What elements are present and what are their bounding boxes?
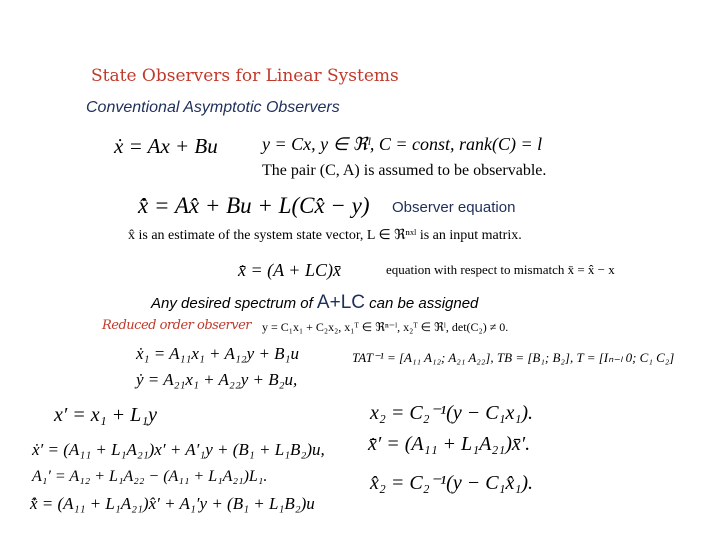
transformation-equation: TAT⁻¹ = [A₁₁ A₁₂; A₂₁ A₂₂], TB = [B₁; B₂], T = [Iₙ₋ₗ 0; C₁ C₂] <box>352 350 675 365</box>
spectrum-statement <box>151 292 478 314</box>
mismatch-note: equation with respect to mismatch x̄ = x̂ − x <box>386 262 615 277</box>
observer-equation-label: Observer equation <box>392 199 516 216</box>
reduced-order-label: Reduced order observer <box>102 318 251 333</box>
xprime-definition-equation: x′ = x₁ + L₁y <box>54 404 158 426</box>
xbar-prime-equation: x̄̇′ = (A₁₁ + L₁A₂₁)x̄′. <box>368 433 531 455</box>
xhat-dynamics-equation: x̂̇ = (A₁₁ + L₁A₂₁)x̂′ + A₁′y + (B₁ + L₁B₂)u <box>30 494 315 513</box>
slide-title: State Observers for Linear Systems <box>91 66 399 86</box>
reduced-output-equation: y = C₁x₁ + C₂x₂, x₁ᵀ ∈ ℜⁿ⁻ˡ, x₂ᵀ ∈ ℜˡ, det(C₂) ≠ 0. <box>262 320 509 334</box>
x2-estimate-equation: x̂₂ = C₂⁻¹(y − C₁x̂₁). <box>370 472 533 494</box>
estimate-note: x̂ is an estimate of the system state vector, L ∈ ℜⁿˣˡ is an input matrix. <box>128 228 522 243</box>
xprime-dynamics-equation: ẋ′ = (A₁₁ + L₁A₂₁)x′ + A′₁y + (B₁ + L₁B₂)u, <box>32 440 325 459</box>
mismatch-equation: x̄̇ = (A + LC)x̄ <box>238 260 341 280</box>
x2-equation: x₂ = C₂⁻¹(y − C₁x₁). <box>370 402 533 424</box>
slide-subtitle: Conventional Asymptotic Observers <box>86 99 340 116</box>
observable-note: The pair (C, A) is assumed to be observable. <box>262 162 547 179</box>
a1-prime-equation: A₁′ = A₁₂ + L₁A₂₂ − (A₁₁ + L₁A₂₁)L₁. <box>32 468 268 485</box>
observer-equation: x̂̇ = Ax̂ + Bu + L(Cx̂ − y) <box>138 193 370 218</box>
spectrum-text-pre: Any desired spectrum of <box>151 295 317 312</box>
y-dynamics-equation: ẏ = A₂₁x₁ + A₂₂y + B₂u, <box>136 370 298 389</box>
spectrum-matrix: A+LC <box>316 292 365 313</box>
x1-dynamics-equation: ẋ₁ = A₁₁x₁ + A₁₂y + B₁u <box>136 344 299 363</box>
output-equation: y = Cx, y ∈ ℜˡ, C = const, rank(C) = l <box>262 134 543 154</box>
system-equation: ẋ = Ax + Bu <box>114 134 218 158</box>
spectrum-text-post: can be assigned <box>364 295 479 312</box>
